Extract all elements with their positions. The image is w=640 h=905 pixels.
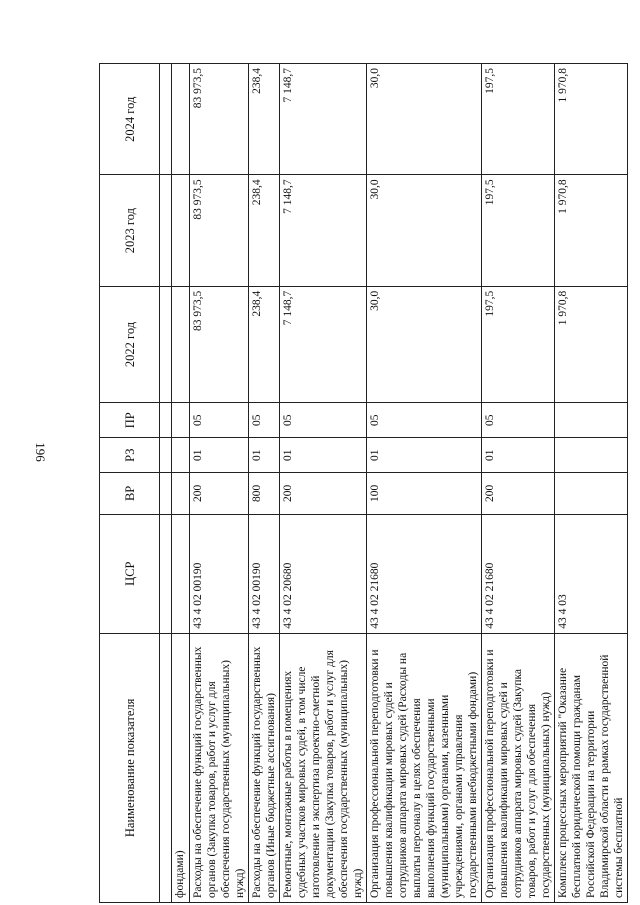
- header-rz: РЗ: [100, 438, 160, 473]
- row-name: Организация профессиональной переподготовки и повышения квалификации мировых судей и сотрудников аппарата мировых судей (Закупка товаров, работ и услуг для обеспечения государственных (муниципальных) нужд): [482, 633, 555, 902]
- table-row: [482, 64, 555, 903]
- row-pr: 05: [249, 403, 280, 438]
- row-name: Ремонтные, монтажные работы в помещениях судебных участков мировых судей, в том числе изготовление и экспертиза проектно-сметной документации (Закупка товаров, работ и услуг для обеспечения государственных (муниципальных) нужд): [280, 633, 367, 902]
- rotated-table-page: [99, 63, 625, 903]
- row-2024: 1 970,8: [555, 64, 628, 175]
- row-2022: 30,0: [367, 286, 482, 403]
- header-vr: ВР: [100, 473, 160, 514]
- header-pr: ПР: [100, 403, 160, 438]
- row-2022: 1 970,8: [555, 286, 628, 403]
- row-csr: 43 4 02 21680: [367, 514, 482, 633]
- header-row: [100, 64, 160, 903]
- row-pr: 05: [367, 403, 482, 438]
- row-vr: 200: [280, 473, 367, 514]
- header-spacer-row: [160, 64, 172, 903]
- row-2022: 197,5: [482, 286, 555, 403]
- header-2023: 2023 год: [100, 175, 160, 286]
- row-vr: 200: [190, 473, 249, 514]
- header-csr: ЦСР: [100, 514, 160, 633]
- header-2024: 2024 год: [100, 64, 160, 175]
- row-pr: [555, 403, 628, 438]
- table-row: [555, 64, 628, 903]
- row-2022: 83 973,5: [190, 286, 249, 403]
- header-2022: 2022 год: [100, 286, 160, 403]
- row-rz: [555, 438, 628, 473]
- row-csr: 43 4 02 21680: [482, 514, 555, 633]
- row-name: Организация профессиональной переподготовки и повышения квалификации мировых судей и сотрудников аппарата мировых судей (Расходы на выплаты персоналу в целях обеспечения выполнения функций государственными (муниципальными) органами, казенными учреждениями, органами управления государственными внебюджетными фондами): [367, 633, 482, 902]
- row-pr: 05: [482, 403, 555, 438]
- table-row: [280, 64, 367, 903]
- row-2023: 197,5: [482, 175, 555, 286]
- row-2023: 7 148,7: [280, 175, 367, 286]
- continuation-row: [172, 64, 190, 903]
- row-vr: 200: [482, 473, 555, 514]
- header-name: Наименование показателя: [100, 633, 160, 902]
- page-number: 196: [33, 442, 48, 462]
- row-vr: [555, 473, 628, 514]
- row-rz: 01: [280, 438, 367, 473]
- budget-table: [99, 63, 628, 903]
- row-2024: 197,5: [482, 64, 555, 175]
- row-2023: 83 973,5: [190, 175, 249, 286]
- continuation-text: фондами): [172, 633, 190, 902]
- row-pr: 05: [280, 403, 367, 438]
- row-2022: 7 148,7: [280, 286, 367, 403]
- row-pr: 05: [190, 403, 249, 438]
- table-row: [190, 64, 249, 903]
- row-2024: 83 973,5: [190, 64, 249, 175]
- row-csr: 43 4 02 00190: [249, 514, 280, 633]
- row-2023: 1 970,8: [555, 175, 628, 286]
- row-2024: 7 148,7: [280, 64, 367, 175]
- row-2023: 30,0: [367, 175, 482, 286]
- row-2024: 30,0: [367, 64, 482, 175]
- row-vr: 800: [249, 473, 280, 514]
- row-2022: 238,4: [249, 286, 280, 403]
- row-rz: 01: [249, 438, 280, 473]
- row-2023: 238,4: [249, 175, 280, 286]
- row-rz: 01: [367, 438, 482, 473]
- row-rz: 01: [482, 438, 555, 473]
- row-rz: 01: [190, 438, 249, 473]
- row-name: Расходы на обеспечение функций государственных органов (Закупка товаров, работ и услуг для обеспечения государственных (муниципальных) нужд): [190, 633, 249, 902]
- row-vr: 100: [367, 473, 482, 514]
- table-row: [367, 64, 482, 903]
- row-name: Комплекс процессных мероприятий "Оказание бесплатной юридической помощи гражданам Российской Федерации на территории Владимирской области в рамках государственной системы бесплатной: [555, 633, 628, 902]
- table-row: [249, 64, 280, 903]
- row-name: Расходы на обеспечение функций государственных органов (Иные бюджетные ассигнования): [249, 633, 280, 902]
- row-csr: 43 4 03: [555, 514, 628, 633]
- row-2024: 238,4: [249, 64, 280, 175]
- row-csr: 43 4 02 00190: [190, 514, 249, 633]
- row-csr: 43 4 02 20680: [280, 514, 367, 633]
